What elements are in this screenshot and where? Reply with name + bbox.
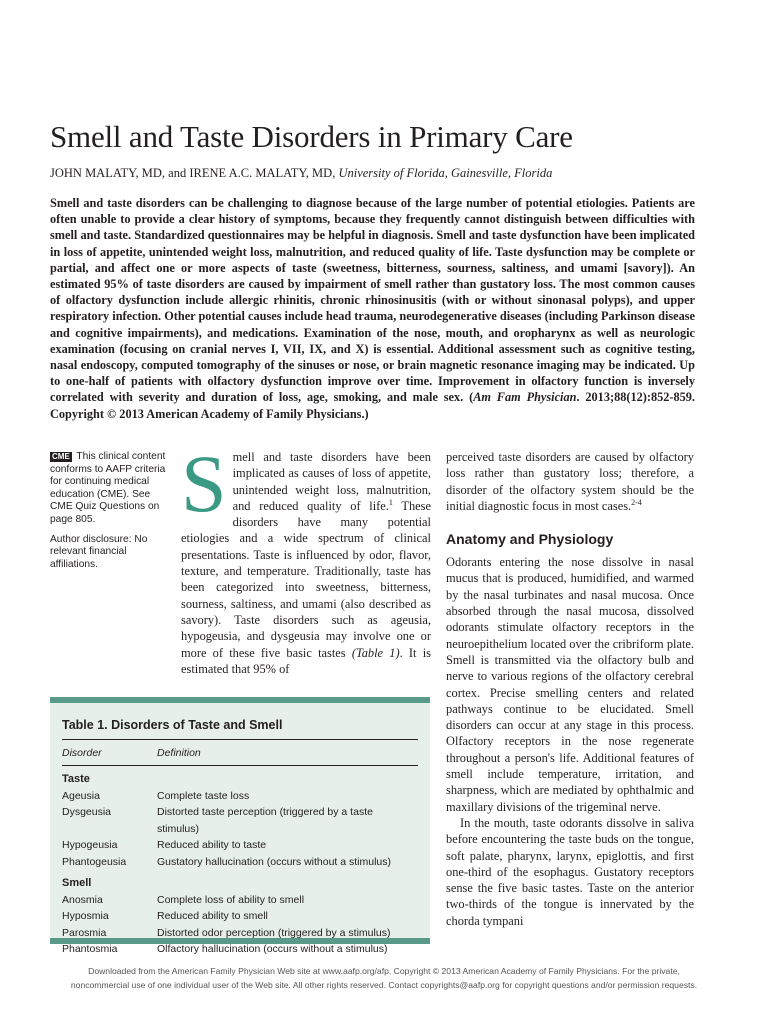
definition-cell: Reduced ability to smell	[157, 910, 268, 923]
abstract-journal: Am Fam Physician	[473, 390, 577, 405]
body-text: These disorders have many potential etiologies and a wide spectrum of clinical presentations. Taste is influenced by odor, flavor, texture, and temperature. Traditionally, taste has been categorized into sweetness, bitterness, sourness, saltiness, and umami (also described as savory). Taste disorders such as ageusia, hypogeusia, and dysgeusia may involve one or more of these five basic tastes	[181, 498, 431, 660]
dropcap: S	[181, 438, 227, 529]
body-text: mell and taste disorders have been implicated as causes of loss of appetite, unintended weight loss, malnutrition, and reduced quality of life.	[232, 450, 431, 513]
abstract-citation: . 2013;88(12):852-859. Copyright © 2013 American Academy of Family Physicians.)	[50, 390, 696, 421]
table-rule	[62, 765, 418, 766]
page-footer	[40, 964, 728, 992]
sidenote	[50, 451, 172, 578]
footer-line-2: noncommercial use of one individual user of the Web site. All other rights reserved. Contact copyrights@aafp.org for copyright questions and/or permission requests.	[70, 980, 698, 990]
table-row	[62, 837, 418, 853]
column-header-definition: Definition	[157, 747, 201, 759]
disorder-cell: Phantogeusia	[62, 855, 127, 868]
table-row	[62, 892, 418, 908]
reference-superscript: 1	[388, 497, 393, 507]
article-title: Smell and Taste Disorders in Primary Care	[50, 119, 573, 154]
table-group-smell: Smell	[62, 877, 92, 890]
table-row	[62, 804, 418, 837]
body-paragraph-3: Odorants entering the nose dissolve in nasal mucus that is produced, humidified, and warmed by the nasal turbinates and nasal mucosa. Once absorbed through the nasal mucosa, dissolved odorants stimulate olfactory receptors in the neuroepithelium located over the cribriform plate. Smell is transmitted via the olfactory bulb and nerve to various regions of the olfactory cerebral cortex. Precise smelling centers and related pathways continue to be elucidated. Smell disorders can occur at any stage in this process. Olfactory receptors in the nose regenerate throughout a person's life. Additional features of smell include temperature, irritation, and sharpness, which are mediated by ophthalmic and maxillary divisions of the trigeminal nerve.	[446, 555, 694, 814]
cme-note	[50, 451, 172, 527]
definition-cell: Complete loss of ability to smell	[157, 894, 305, 907]
reference-superscript: 2-4	[631, 497, 642, 507]
definition-cell: Distorted taste perception (triggered by a taste stimulus)	[157, 806, 373, 835]
disorder-cell: Hyposmia	[62, 910, 109, 923]
table-header-row	[62, 740, 418, 765]
abstract	[50, 195, 695, 422]
table-row	[62, 941, 418, 957]
body-column-right	[446, 449, 694, 929]
byline	[50, 165, 730, 181]
definition-cell: Reduced ability to taste	[157, 839, 267, 852]
disorder-cell: Phantosmia	[62, 943, 118, 956]
body-paragraph-1	[181, 438, 431, 677]
table-group-taste: Taste	[62, 773, 90, 785]
disorder-cell: Dysgeusia	[62, 806, 112, 819]
affiliation: University of Florida, Gainesville, Florida	[338, 166, 553, 180]
table-row	[62, 788, 418, 804]
body-text: . It is estimated that 95% of	[181, 645, 431, 676]
section-heading: Anatomy and Physiology	[446, 531, 614, 548]
table-row	[62, 854, 418, 870]
abstract-body: Smell and taste disorders can be challenging to diagnose because of the large number of potential etiologies. Patients are often unable to provide a clear history of symptoms, because they frequently cannot distinguish between difficulties with smell and taste. Standardized questionnaires may be helpful in diagnosis. Smell and taste dysfunction have been implicated in loss of appetite, unintended weight loss, malnutrition, and reduced quality of life. Taste dysfunction may be complete or partial, and affect one or more aspects of taste (sweetness, bitterness, sourness, saltiness, and umami [savory]). An estimated 95% of taste disorders are caused by impairment of smell rather than gustatory loss. The most common causes of olfactory dysfunction include allergic rhinitis, chronic rhinosinusitis (with or without sinonasal polyps), and upper respiratory infection. Other potential causes include head trauma, neurodegenerative diseases (including Parkinson disease and cognitive impairments), and medications. Examination of the nose, mouth, and oropharynx as well as neurologic examination (focusing on cranial nerves I, VII, IX, and X) is essential. Additional assessment such as cognitive testing, nasal endoscopy, computed tomography of the sinuses or nose, or brain magnetic resonance imaging may be indicated. Up to one-half of patients with olfactory dysfunction improve over time. Improvement in olfactory function is inversely correlated with severity and duration of loss, age, smoking, and male sex. (	[50, 196, 695, 405]
cme-text: This clinical content conforms to AAFP criteria for continuing medical education (CME). See CME Quiz Questions on page 805.	[50, 451, 166, 525]
table-reference: (Table 1)	[351, 645, 400, 660]
disorder-cell: Hypogeusia	[62, 839, 118, 852]
table-1	[50, 697, 430, 956]
column-header-disorder: Disorder	[62, 747, 102, 759]
body-paragraph-4: In the mouth, taste odorants dissolve in saliva before encountering the taste buds on the tongue, soft palate, pharynx, larynx, epiglottis, and first one-third of the esophagus. Gustatory receptors sense the five basic tastes. Taste on the anterior two-thirds of the tongue is innervated by the chorda tympani	[446, 815, 694, 928]
definition-cell: Olfactory hallucination (occurs without a stimulus)	[157, 943, 388, 956]
author-disclosure: Author disclosure: No relevant financial affiliations.	[50, 533, 148, 570]
table-row	[62, 908, 418, 924]
authors: JOHN MALATY, MD, and IRENE A.C. MALATY, MD,	[50, 166, 339, 180]
table-row	[62, 925, 418, 941]
cme-badge: CME	[52, 452, 70, 461]
definition-cell: Gustatory hallucination (occurs without a stimulus)	[157, 855, 392, 868]
definition-cell: Complete taste loss	[157, 790, 250, 802]
footer-line-1: Downloaded from the American Family Physician Web site at www.aafp.org/afp. Copyright © 2013 American Academy of Family Physicians. For the private,	[88, 966, 680, 976]
body-text: perceived taste disorders are caused by olfactory loss rather than gustatory loss; therefore, a disorder of the olfactory system should be the initial diagnostic focus in most cases.	[446, 450, 694, 513]
definition-cell: Distorted odor perception (triggered by a stimulus)	[157, 926, 391, 939]
disorder-cell: Parosmia	[62, 926, 107, 939]
body-paragraph-2	[446, 449, 694, 514]
body-column-middle	[181, 438, 431, 677]
table-title: Table 1. Disorders of Taste and Smell	[62, 718, 283, 732]
disorder-cell: Ageusia	[62, 790, 100, 802]
disorder-cell: Anosmia	[62, 894, 103, 907]
